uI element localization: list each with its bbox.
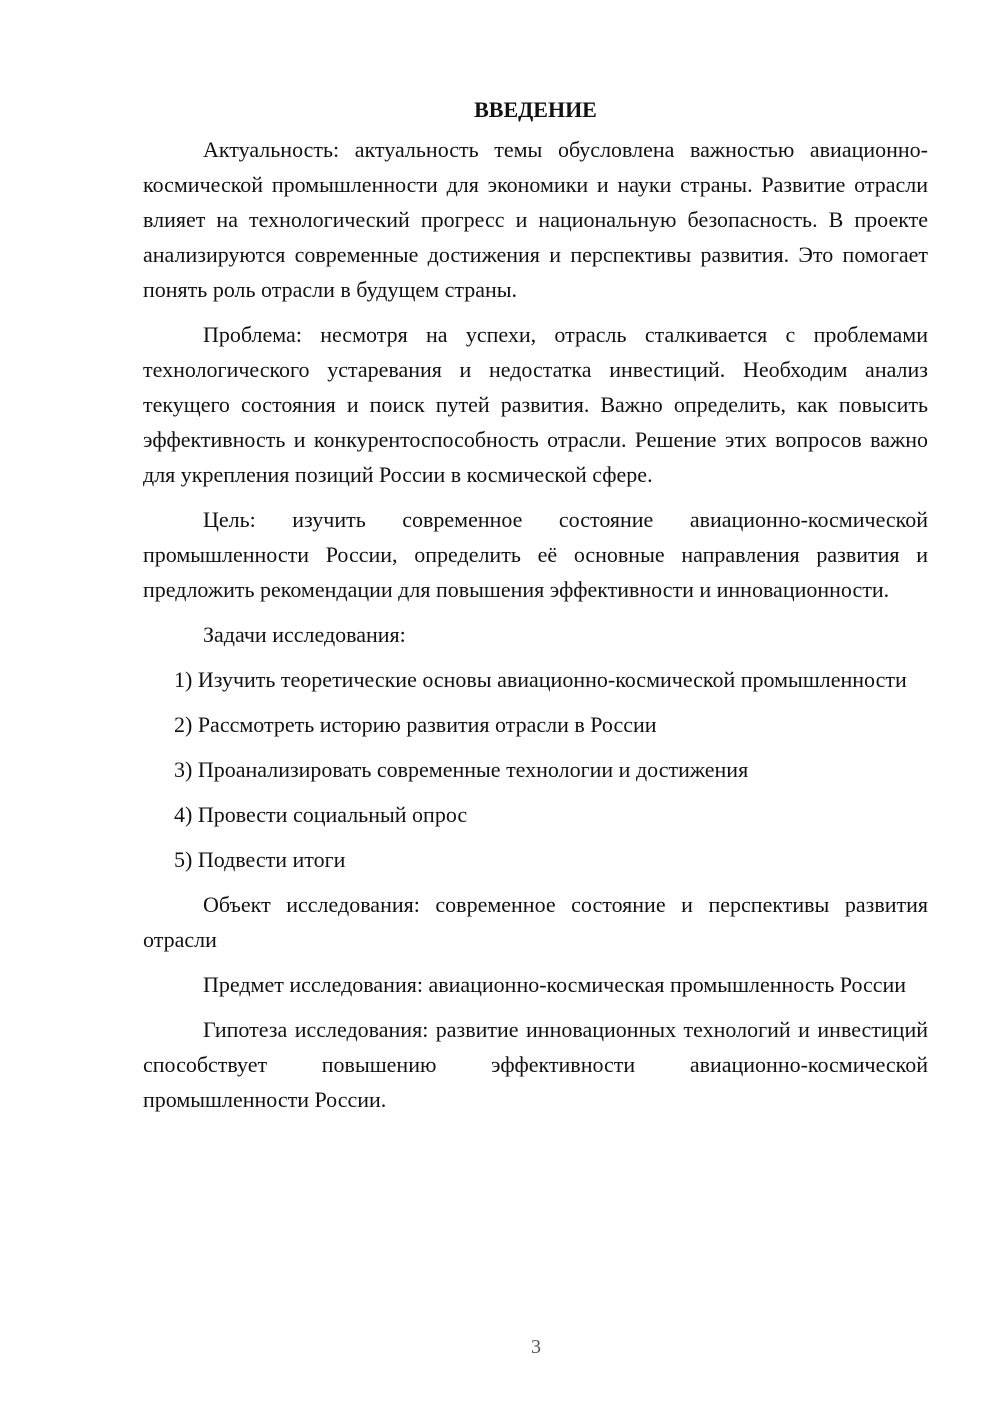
relevance-paragraph: Актуальность: актуальность темы обусловлена важностью авиационно-космической промышленности для экономики и науки страны. Развитие отрасли влияет на технологический прогресс и национальную безопасность. В проекте анализируются современные достижения и перспективы развития. Это помогает понять роль отрасли в будущем страны. bbox=[143, 137, 928, 302]
tasks-list bbox=[143, 662, 928, 877]
subject-paragraph: Предмет исследования: авиационно-космическая промышленность России bbox=[203, 972, 907, 997]
object-paragraph: Объект исследования: современное состояние и перспективы развития отрасли bbox=[143, 892, 928, 952]
problem-paragraph: Проблема: несмотря на успехи, отрасль сталкивается с проблемами технологического устаревания и недостатка инвестиций. Необходим анализ текущего состояния и поиск путей развития. Важно определить, как повысить эффективность и конкурентоспособность отрасли. Решение этих вопросов важно для укрепления позиций России в космической сфере. bbox=[143, 322, 928, 487]
task-item-3: 3) Проанализировать современные технологии и достижения bbox=[174, 757, 749, 782]
task-item-5: 5) Подвести итоги bbox=[174, 847, 346, 872]
task-item-2: 2) Рассмотреть историю развития отрасли в России bbox=[174, 712, 657, 737]
section-title: ВВЕДЕНИЕ bbox=[474, 97, 597, 122]
tasks-heading: Задачи исследования: bbox=[203, 622, 406, 647]
task-item-4: 4) Провести социальный опрос bbox=[174, 802, 468, 827]
page-number: 3 bbox=[531, 1336, 541, 1358]
hypothesis-text-line1: Гипотеза исследования: развитие инновационных технологий и инвестиций способствует повышению эффективности bbox=[143, 1017, 928, 1077]
goal-paragraph: Цель: изучить современное состояние авиационно-космической промышленности России, определить её основные направления развития и предложить рекомендации для повышения эффективности и инновационности. bbox=[143, 507, 928, 602]
task-item-1: 1) Изучить теоретические основы авиационно-космической промышленности bbox=[174, 667, 907, 692]
document-page bbox=[143, 92, 928, 1117]
hypothesis-paragraph bbox=[143, 1012, 928, 1117]
hypothesis-text-line2: авиационно-космической промышленности России. bbox=[143, 1052, 928, 1112]
